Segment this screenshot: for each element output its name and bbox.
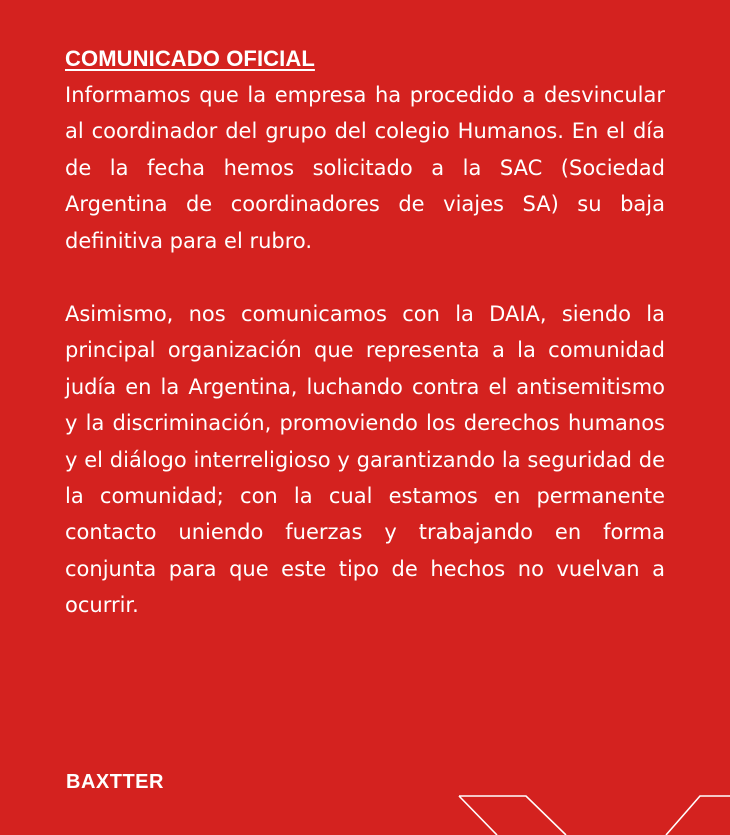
statement-paragraph-2: Asimismo, nos comunicamos con la DAIA, siendo la principal organización que representa a la comunidad judía en la Argentina, luchando contra el antisemitismo y la discriminación, promoviendo los derechos humanos y el diálogo interreligioso y garantizando la seguridad de la comunidad; con la cual estamos en permanente contacto uniendo fuerzas y trabajando en forma conjunta para que este tipo de hechos no vuelvan a ocurrir. <box>65 302 665 618</box>
heading-wrapper <box>65 44 665 77</box>
statement-paragraph-1: Informamos que la empresa ha procedido a desvincular al coordinador del grupo del colegio Humanos. En el día de la fecha hemos solicitado a la SAC (Sociedad Argentina de coordinadores de viajes SA) su baja definitiva para el rubro. <box>65 83 665 253</box>
statement-heading: COMUNICADO OFICIAL <box>65 46 315 71</box>
chevron-left-outline <box>459 796 566 835</box>
brand-name: BAXTTER <box>66 771 164 793</box>
chevron-right-outline <box>666 796 730 835</box>
statement-document <box>65 44 665 624</box>
chevron-left-inner <box>459 796 497 835</box>
